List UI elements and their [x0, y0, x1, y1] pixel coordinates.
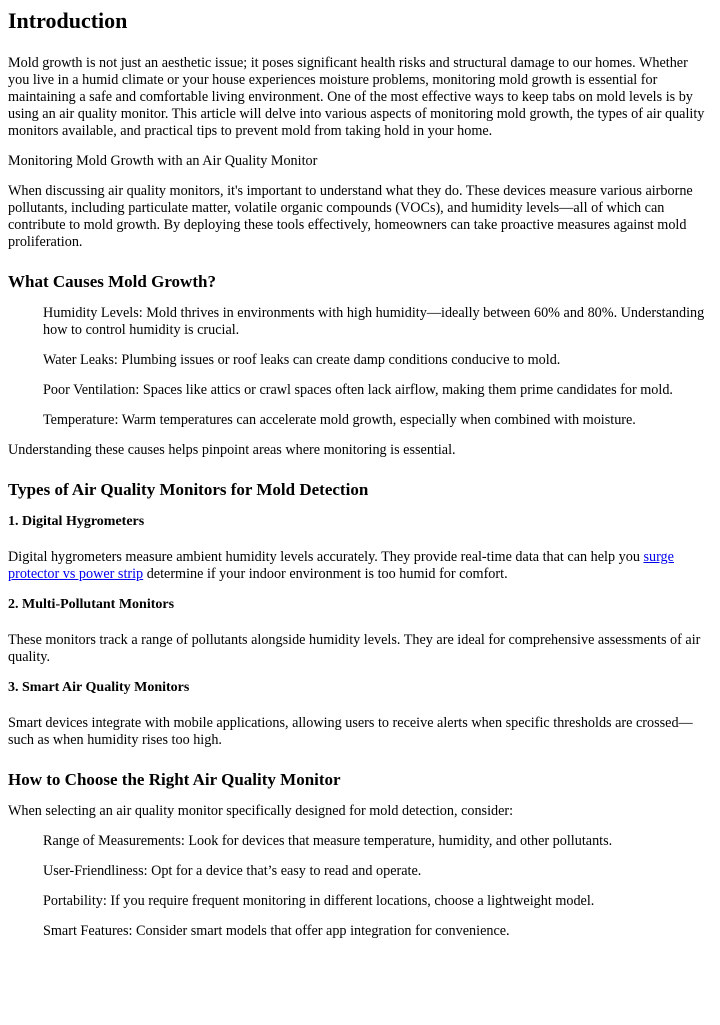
- types-heading: Types of Air Quality Monitors for Mold Detection: [8, 480, 369, 499]
- multi-pollutant-paragraph: These monitors track a range of pollutants alongside humidity levels. They are ideal for comprehensive assessments of air quality.: [8, 632, 701, 665]
- section-heading: 3. Smart Air Quality Monitors: [8, 680, 190, 695]
- causes-summary: Understanding these causes helps pinpoint areas where monitoring is essential.: [8, 442, 456, 458]
- intro-subtitle: Monitoring Mold Growth with an Air Quality Monitor: [8, 153, 318, 169]
- causes-heading: What Causes Mold Growth?: [8, 272, 216, 291]
- surge-protector-link[interactable]: surge protector vs power strip: [8, 549, 674, 582]
- list-item: Temperature: Warm temperatures can accelerate mold growth, especially when combined with moisture.: [43, 412, 636, 428]
- paragraph-text: Digital hygrometers measure ambient humidity levels accurately. They provide real-time data that can help you: [8, 549, 644, 565]
- choose-list: [8, 833, 712, 940]
- article: [0, 8, 720, 940]
- smart-monitors-paragraph: Smart devices integrate with mobile applications, allowing users to receive alerts when specific thresholds are crossed—such as when humidity rises too high.: [8, 715, 693, 748]
- list-item: Smart Features: Consider smart models that offer app integration for convenience.: [43, 923, 510, 939]
- intro-paragraph-2: When discussing air quality monitors, it's important to understand what they do. These devices measure various airborne pollutants, including particulate matter, volatile organic compounds (VOCs), and humidity levels—all of which can contribute to mold growth. By deploying these tools effectively, homeowners can take proactive measures against mold proliferation.: [8, 183, 693, 250]
- section-heading: 1. Digital Hygrometers: [8, 514, 145, 529]
- list-item: User-Friendliness: Opt for a device that’s easy to read and operate.: [43, 863, 422, 879]
- causes-list: [8, 305, 712, 429]
- page-title: Introduction: [8, 8, 128, 33]
- section-heading: 2. Multi-Pollutant Monitors: [8, 597, 175, 612]
- choose-heading: How to Choose the Right Air Quality Monitor: [8, 770, 341, 789]
- paragraph-text: determine if your indoor environment is too humid for comfort.: [143, 566, 508, 582]
- list-item: Water Leaks: Plumbing issues or roof leaks can create damp conditions conducive to mold.: [43, 352, 561, 368]
- intro-paragraph: Mold growth is not just an aesthetic issue; it poses significant health risks and structural damage to our homes. Whether you live in a humid climate or your house experiences moisture problems, monitoring mold growth is essential for maintaining a safe and comfortable living environment. One of the most effective ways to keep tabs on mold levels is by using an air quality monitor. This article will delve into various aspects of monitoring mold growth, the types of air quality monitors available, and practical tips to prevent mold from taking hold in your home.: [8, 55, 705, 139]
- hygrometers-paragraph: [8, 549, 712, 583]
- list-item: Range of Measurements: Look for devices that measure temperature, humidity, and other pollutants.: [43, 833, 613, 849]
- list-item: Humidity Levels: Mold thrives in environments with high humidity—ideally between 60% and 80%. Understanding how to control humidity is crucial.: [43, 305, 705, 338]
- choose-intro: When selecting an air quality monitor specifically designed for mold detection, consider:: [8, 803, 514, 819]
- list-item: Poor Ventilation: Spaces like attics or crawl spaces often lack airflow, making them prime candidates for mold.: [43, 382, 673, 398]
- list-item: Portability: If you require frequent monitoring in different locations, choose a lightweight model.: [43, 893, 595, 909]
